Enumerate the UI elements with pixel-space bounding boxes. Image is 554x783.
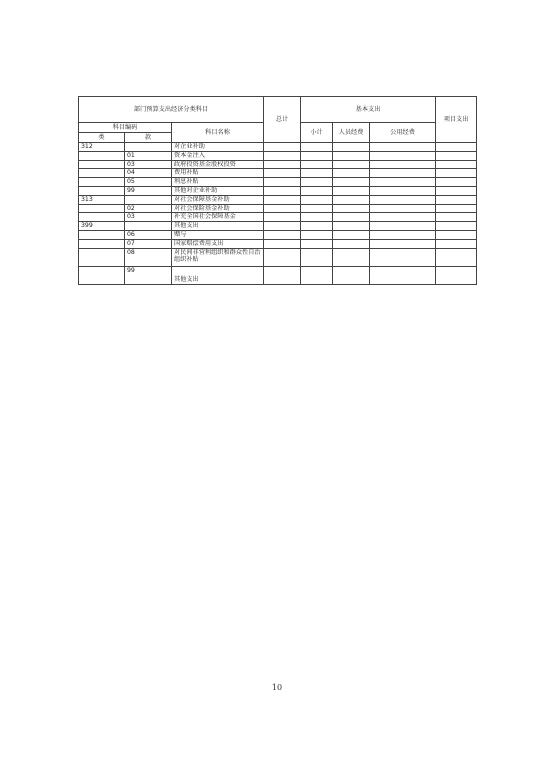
row-category-code <box>79 169 125 178</box>
row-subject-name: 其他对企业补助 <box>172 186 264 195</box>
row-category-code <box>79 266 125 284</box>
cell-total <box>264 169 301 178</box>
row-subject-name: 国家赔偿费用支出 <box>172 239 264 248</box>
row-category-code <box>79 178 125 187</box>
cell-personnel <box>333 151 370 160</box>
cell-subtotal <box>301 160 333 169</box>
cell-personnel <box>333 230 370 239</box>
cell-subtotal <box>301 222 333 231</box>
cell-public <box>370 160 436 169</box>
header-personnel: 人员经费 <box>333 123 370 143</box>
table-row <box>79 178 477 187</box>
table-row <box>79 195 477 204</box>
cell-total <box>264 204 301 213</box>
cell-public <box>370 230 436 239</box>
table-row <box>79 222 477 231</box>
cell-subtotal <box>301 239 333 248</box>
row-category-code <box>79 239 125 248</box>
row-item-code: 04 <box>125 169 172 178</box>
cell-subtotal <box>301 186 333 195</box>
table-row <box>79 151 477 160</box>
cell-subtotal <box>301 213 333 222</box>
row-subject-name: 对社会保障基金补助 <box>172 195 264 204</box>
cell-project <box>436 204 477 213</box>
row-category-code <box>79 230 125 239</box>
row-subject-name: 利息补贴 <box>172 178 264 187</box>
table-row <box>79 204 477 213</box>
cell-project <box>436 160 477 169</box>
cell-personnel <box>333 169 370 178</box>
cell-personnel <box>333 266 370 284</box>
header-total: 总计 <box>264 97 301 143</box>
cell-public <box>370 204 436 213</box>
cell-total <box>264 248 301 266</box>
table-row <box>79 213 477 222</box>
row-category-code <box>79 151 125 160</box>
cell-public <box>370 248 436 266</box>
row-item-code: 07 <box>125 239 172 248</box>
cell-public <box>370 186 436 195</box>
table-row <box>79 143 477 152</box>
budget-classification-table <box>78 96 477 285</box>
cell-personnel <box>333 248 370 266</box>
cell-personnel <box>333 143 370 152</box>
cell-public <box>370 222 436 231</box>
cell-subtotal <box>301 169 333 178</box>
table-row <box>79 230 477 239</box>
cell-total <box>264 239 301 248</box>
cell-personnel <box>333 160 370 169</box>
cell-personnel <box>333 186 370 195</box>
row-item-code <box>125 222 172 231</box>
header-basic-expenditure: 基本支出 <box>301 97 436 123</box>
row-item-code: 02 <box>125 204 172 213</box>
row-subject-name: 政府投资基金股权投资 <box>172 160 264 169</box>
cell-personnel <box>333 178 370 187</box>
cell-subtotal <box>301 248 333 266</box>
row-category-code <box>79 248 125 266</box>
cell-project <box>436 222 477 231</box>
cell-public <box>370 266 436 284</box>
cell-public <box>370 213 436 222</box>
row-item-code: 03 <box>125 160 172 169</box>
cell-project <box>436 230 477 239</box>
row-subject-name: 其他支出 <box>172 222 264 231</box>
row-category-code <box>79 160 125 169</box>
row-subject-name: 补充全国社会保障基金 <box>172 213 264 222</box>
row-item-code: 99 <box>125 186 172 195</box>
cell-total <box>264 195 301 204</box>
cell-subtotal <box>301 195 333 204</box>
cell-project <box>436 248 477 266</box>
header-classification-title: 部门预算支出经济分类科目 <box>79 97 264 123</box>
row-item-code: 05 <box>125 178 172 187</box>
header-public: 公用经费 <box>370 123 436 143</box>
cell-total <box>264 178 301 187</box>
cell-project <box>436 239 477 248</box>
table-row <box>79 186 477 195</box>
row-item-code: 08 <box>125 248 172 266</box>
table-row <box>79 160 477 169</box>
cell-public <box>370 195 436 204</box>
cell-personnel <box>333 239 370 248</box>
table-row <box>79 169 477 178</box>
cell-subtotal <box>301 178 333 187</box>
cell-personnel <box>333 222 370 231</box>
cell-project <box>436 143 477 152</box>
cell-subtotal <box>301 143 333 152</box>
cell-total <box>264 160 301 169</box>
cell-total <box>264 222 301 231</box>
row-item-code: 99 <box>125 266 172 284</box>
table-row <box>79 248 477 266</box>
row-item-code: 06 <box>125 230 172 239</box>
cell-personnel <box>333 213 370 222</box>
cell-public <box>370 143 436 152</box>
cell-project <box>436 151 477 160</box>
cell-personnel <box>333 195 370 204</box>
header-item: 款 <box>125 133 172 143</box>
cell-subtotal <box>301 204 333 213</box>
row-subject-name: 对民间非营利组织和群众性自治组织补贴 <box>172 248 264 266</box>
header-project-expenditure: 项目支出 <box>436 97 477 143</box>
header-subject-name: 科目名称 <box>172 123 264 143</box>
cell-public <box>370 151 436 160</box>
row-subject-name: 费用补贴 <box>172 169 264 178</box>
cell-total <box>264 230 301 239</box>
table-row <box>79 266 477 284</box>
table-row <box>79 239 477 248</box>
row-category-code: 399 <box>79 222 125 231</box>
cell-project <box>436 266 477 284</box>
cell-total <box>264 143 301 152</box>
cell-public <box>370 178 436 187</box>
cell-total <box>264 186 301 195</box>
header-subject-code: 科目编码 <box>79 123 172 133</box>
cell-project <box>436 186 477 195</box>
cell-public <box>370 169 436 178</box>
cell-subtotal <box>301 230 333 239</box>
row-category-code: 313 <box>79 195 125 204</box>
row-subject-name: 对社会保险基金补助 <box>172 204 264 213</box>
cell-total <box>264 213 301 222</box>
cell-subtotal <box>301 151 333 160</box>
cell-project <box>436 169 477 178</box>
cell-project <box>436 195 477 204</box>
row-item-code: 01 <box>125 151 172 160</box>
row-category-code <box>79 204 125 213</box>
row-category-code <box>79 213 125 222</box>
row-category-code: 312 <box>79 143 125 152</box>
cell-total <box>264 266 301 284</box>
cell-project <box>436 213 477 222</box>
row-subject-name: 对企业补助 <box>172 143 264 152</box>
cell-public <box>370 239 436 248</box>
header-subtotal: 小计 <box>301 123 333 143</box>
row-category-code <box>79 186 125 195</box>
cell-subtotal <box>301 266 333 284</box>
row-subject-name: 赠与 <box>172 230 264 239</box>
header-category: 类 <box>79 133 125 143</box>
cell-total <box>264 151 301 160</box>
page-number: 10 <box>271 683 283 692</box>
cell-project <box>436 178 477 187</box>
row-item-code <box>125 143 172 152</box>
row-subject-name: 其他支出 <box>172 266 264 284</box>
row-subject-name: 资本金注入 <box>172 151 264 160</box>
cell-personnel <box>333 204 370 213</box>
row-item-code: 03 <box>125 213 172 222</box>
row-item-code <box>125 195 172 204</box>
